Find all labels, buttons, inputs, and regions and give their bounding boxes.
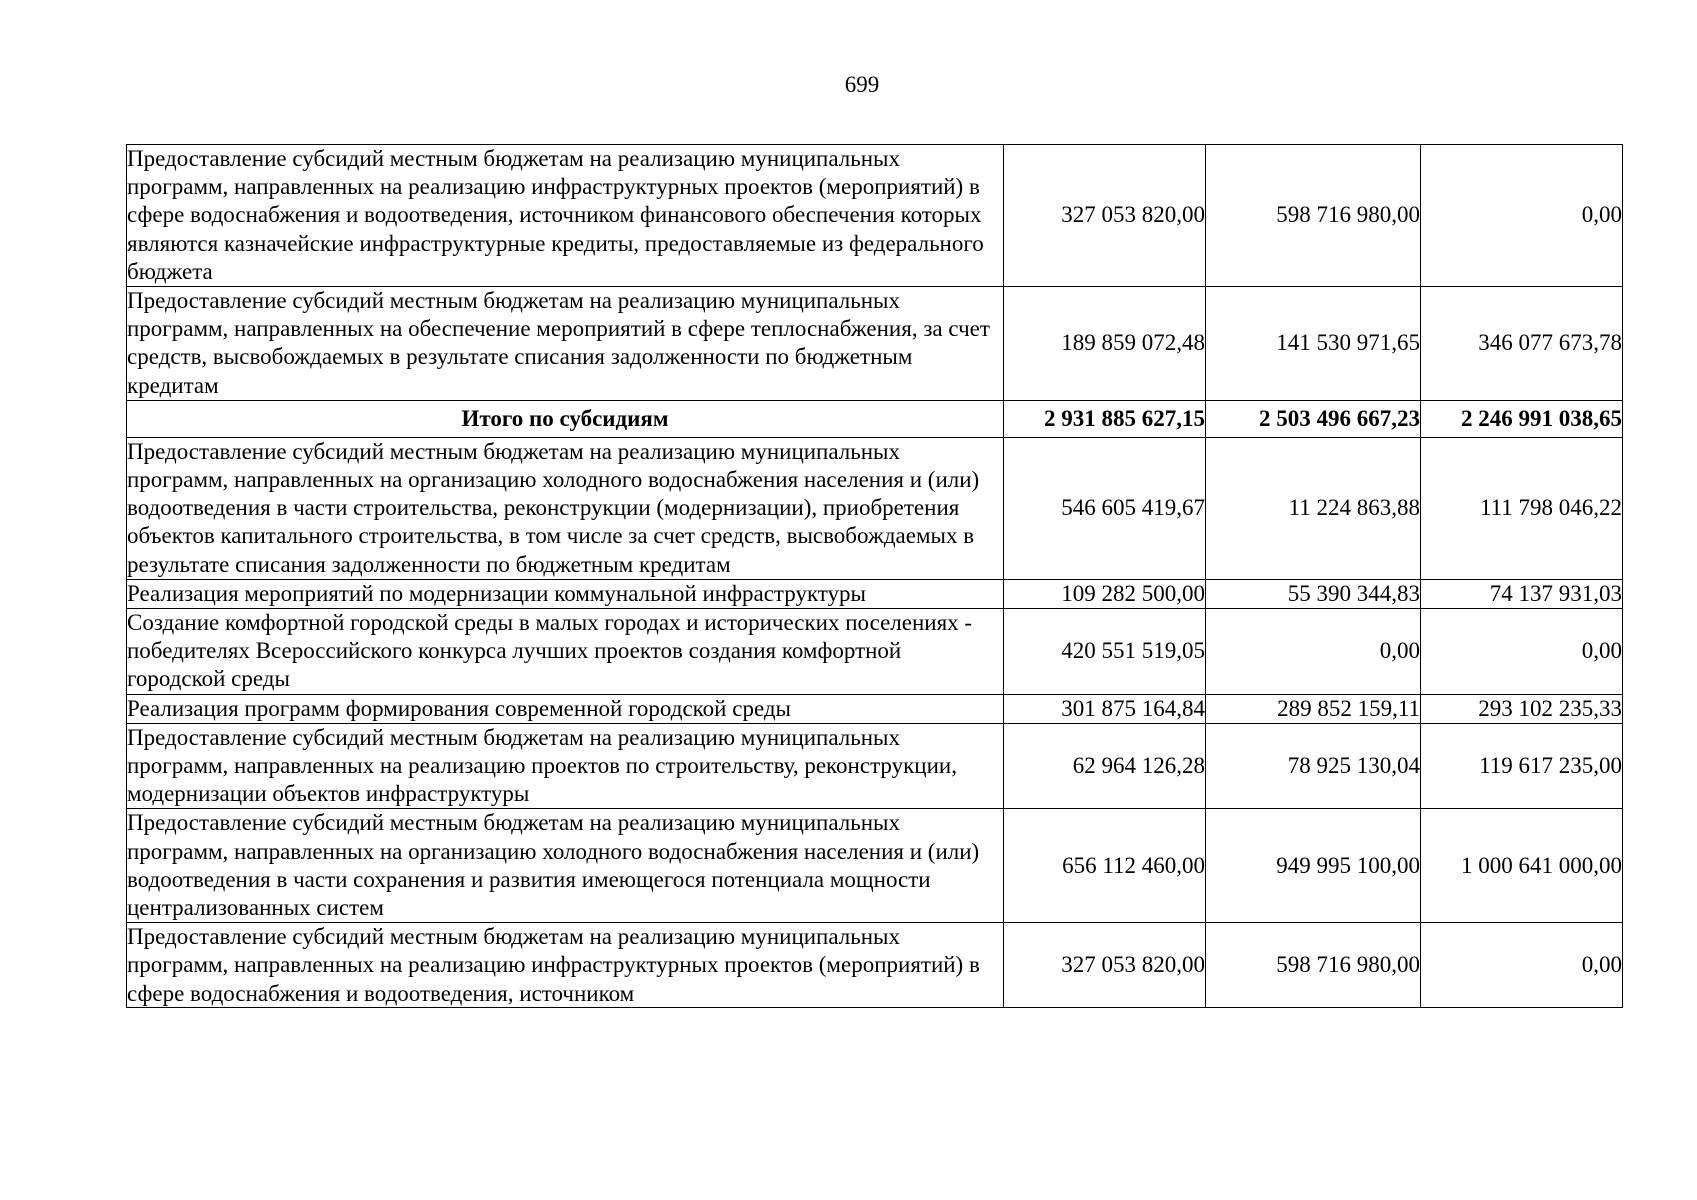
row-description: Предоставление субсидий местным бюджетам на реализацию муниципальных программ, направленных на реализацию проектов по строительству, реконструкции, модернизации объектов инфраструктуры xyxy=(127,723,1004,809)
row-value-2: 598 716 980,00 xyxy=(1206,923,1421,1008)
table-row xyxy=(127,723,1623,809)
row-value-2: 141 530 971,65 xyxy=(1206,287,1421,401)
total-value-3: 2 246 991 038,65 xyxy=(1421,400,1623,437)
total-value-1: 2 931 885 627,15 xyxy=(1004,400,1206,437)
row-description: Реализация программ формирования современной городской среды xyxy=(127,694,1004,723)
row-value-3: 74 137 931,03 xyxy=(1421,579,1623,608)
row-value-2: 78 925 130,04 xyxy=(1206,723,1421,809)
table-row xyxy=(127,694,1623,723)
row-value-1: 656 112 460,00 xyxy=(1004,809,1206,923)
row-value-2: 289 852 159,11 xyxy=(1206,694,1421,723)
table-row xyxy=(127,287,1623,401)
row-value-3: 293 102 235,33 xyxy=(1421,694,1623,723)
row-value-1: 109 282 500,00 xyxy=(1004,579,1206,608)
row-value-2: 598 716 980,00 xyxy=(1206,145,1421,287)
table-row xyxy=(127,437,1623,579)
row-value-3: 346 077 673,78 xyxy=(1421,287,1623,401)
row-description: Создание комфортной городской среды в малых городах и исторических поселениях - победителях Всероссийского конкурса лучших проектов создания комфортной городской среды xyxy=(127,609,1004,695)
total-value-2: 2 503 496 667,23 xyxy=(1206,400,1421,437)
row-value-3: 119 617 235,00 xyxy=(1421,723,1623,809)
row-value-1: 327 053 820,00 xyxy=(1004,923,1206,1008)
table-row-truncated xyxy=(127,923,1623,1008)
table-row xyxy=(127,145,1623,287)
row-value-3: 111 798 046,22 xyxy=(1421,437,1623,579)
row-description: Предоставление субсидий местным бюджетам на реализацию муниципальных программ, направленных на организацию холодного водоснабжения населения и (или) водоотведения в части сохранения и развития имеющегося потенциала мощности централизованных систем xyxy=(127,809,1004,923)
row-value-1: 301 875 164,84 xyxy=(1004,694,1206,723)
row-value-1: 546 605 419,67 xyxy=(1004,437,1206,579)
row-description: Реализация мероприятий по модернизации коммунальной инфраструктуры xyxy=(127,579,1004,608)
row-description: Предоставление субсидий местным бюджетам на реализацию муниципальных программ, направленных на организацию холодного водоснабжения населения и (или) водоотведения в части строительства, реконструкции (модернизации), приобретения объектов капитального строительства, в том числе за счет средств, высвобождаемых в результате списания задолженности по бюджетным кредитам xyxy=(127,437,1004,579)
subsidy-table xyxy=(126,144,1623,1008)
page-number: 699 xyxy=(844,72,880,97)
row-value-1: 189 859 072,48 xyxy=(1004,287,1206,401)
row-value-3: 1 000 641 000,00 xyxy=(1421,809,1623,923)
table-row xyxy=(127,809,1623,923)
row-value-1: 62 964 126,28 xyxy=(1004,723,1206,809)
row-description: Предоставление субсидий местным бюджетам на реализацию муниципальных программ, направленных на реализацию инфраструктурных проектов (мероприятий) в сфере водоснабжения и водоотведения, источником финансового обеспечения которых являются казначейские инфраструктурные кредиты, предоставляемые из федерального бюджета xyxy=(127,145,1004,287)
row-value-1: 327 053 820,00 xyxy=(1004,145,1206,287)
row-value-3: 0,00 xyxy=(1421,923,1623,1008)
row-value-2: 11 224 863,88 xyxy=(1206,437,1421,579)
row-description: Предоставление субсидий местным бюджетам на реализацию муниципальных программ, направленных на реализацию инфраструктурных проектов (мероприятий) в сфере водоснабжения и водоотведения, источником xyxy=(127,924,980,1006)
row-value-3: 0,00 xyxy=(1421,609,1623,695)
row-value-2: 0,00 xyxy=(1206,609,1421,695)
row-description: Предоставление субсидий местным бюджетам на реализацию муниципальных программ, направленных на обеспечение мероприятий в сфере теплоснабжения, за счет средств, высвобождаемых в результате списания задолженности по бюджетным кредитам xyxy=(127,287,1004,401)
total-label: Итого по субсидиям xyxy=(127,400,1004,437)
row-value-2: 55 390 344,83 xyxy=(1206,579,1421,608)
table-row xyxy=(127,609,1623,695)
row-description-cell xyxy=(127,923,1004,1008)
row-value-1: 420 551 519,05 xyxy=(1004,609,1206,695)
table-row xyxy=(127,579,1623,608)
total-row xyxy=(127,400,1623,437)
row-value-2: 949 995 100,00 xyxy=(1206,809,1421,923)
row-value-3: 0,00 xyxy=(1421,145,1623,287)
